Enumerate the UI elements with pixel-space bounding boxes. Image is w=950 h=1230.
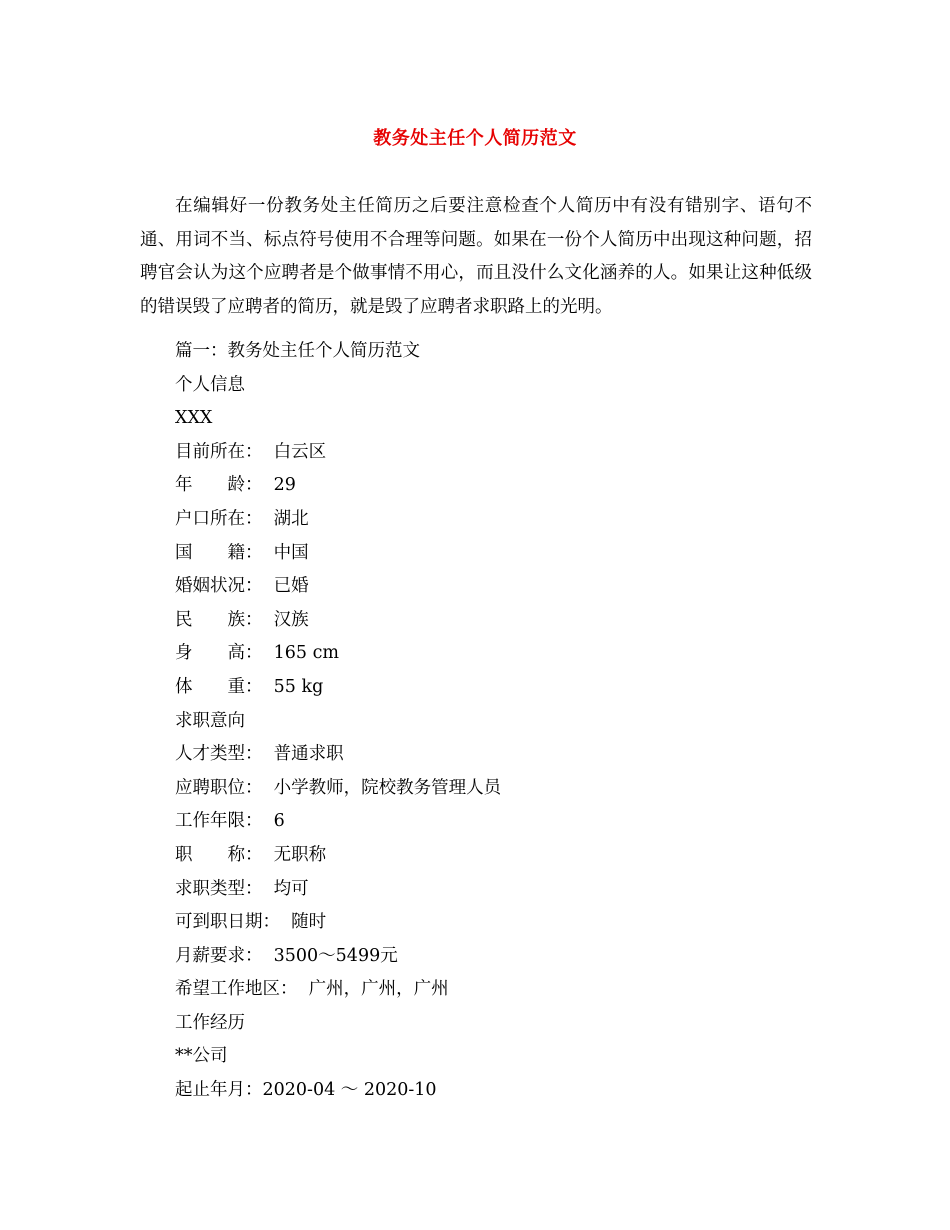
- document-title: 教务处主任个人简历范文: [373, 128, 577, 149]
- applicant-name: XXX: [175, 408, 213, 429]
- field-value: 随时: [291, 912, 327, 933]
- field-label: 月薪要求：: [175, 945, 263, 966]
- field-weight: [175, 671, 815, 705]
- intro-paragraph: 在编辑好一份教务处主任简历之后要注意检查个人简历中有没有错别字、语句不通、用词不当、标点符号使用不合理等问题。如果在一份个人简历中出现这种问题，招聘官会认为这个应聘者是个做事情不用心，而且没什么文化涵养的人。如果让这种低级的错误毁了应聘者的简历，就是毁了应聘者求职路上的光明。: [140, 196, 812, 317]
- field-ethnicity: [175, 604, 815, 638]
- field-value: 55 kg: [273, 676, 324, 697]
- field-work-region: [175, 973, 815, 1007]
- field-label: 求职类型：: [175, 878, 263, 899]
- field-label: 人才类型：: [175, 744, 263, 765]
- field-job-title: [175, 839, 815, 873]
- field-label: 国 籍：: [175, 542, 263, 563]
- field-position: [175, 772, 815, 806]
- personal-info-heading: 个人信息: [175, 374, 245, 395]
- field-value: 3500～5499元: [273, 945, 398, 966]
- field-label: 希望工作地区：: [175, 979, 298, 1000]
- field-hukou: [175, 503, 815, 537]
- field-value: 普通求职: [273, 744, 344, 765]
- field-value: 6: [273, 811, 285, 832]
- field-label: 职 称：: [175, 844, 263, 865]
- field-value: 中国: [273, 542, 309, 563]
- field-value: 广州，广州，广州: [308, 979, 449, 1000]
- field-label: 民 族：: [175, 609, 263, 630]
- field-years-experience: [175, 805, 815, 839]
- field-value: 2020-04 ～ 2020-10: [262, 1080, 437, 1101]
- field-label: 年 龄：: [175, 475, 263, 496]
- field-value: 湖北: [273, 508, 309, 529]
- field-value: 已婚: [273, 576, 309, 597]
- field-height: [175, 637, 815, 671]
- field-start-date: [175, 906, 815, 940]
- field-nationality: [175, 537, 815, 571]
- field-job-type: [175, 873, 815, 907]
- field-label: 可到职日期：: [175, 912, 280, 933]
- resume-body: [175, 335, 815, 1108]
- field-label: 婚姻状况：: [175, 576, 263, 597]
- field-label: 目前所在：: [175, 441, 263, 462]
- company-name: **公司: [175, 1046, 228, 1067]
- field-value: 165 cm: [273, 643, 340, 664]
- field-label: 身 高：: [175, 643, 263, 664]
- field-current-location: [175, 436, 815, 470]
- field-period: [175, 1074, 815, 1108]
- chapter-heading: 篇一：教务处主任个人简历范文: [175, 341, 420, 361]
- field-talent-type: [175, 738, 815, 772]
- work-experience-heading: 工作经历: [175, 1012, 245, 1033]
- field-value: 汉族: [273, 609, 309, 630]
- field-value: 小学教师，院校教务管理人员: [273, 777, 502, 798]
- field-value: 无职称: [273, 844, 327, 865]
- field-value: 白云区: [273, 441, 327, 462]
- field-value: 均可: [273, 878, 309, 899]
- field-age: [175, 469, 815, 503]
- field-label: 起止年月：: [175, 1080, 263, 1101]
- field-label: 工作年限：: [175, 811, 263, 832]
- field-label: 体 重：: [175, 676, 263, 697]
- field-label: 应聘职位：: [175, 777, 263, 798]
- job-intention-heading: 求职意向: [175, 710, 245, 731]
- field-salary: [175, 940, 815, 974]
- field-value: 29: [273, 475, 296, 496]
- field-label: 户口所在：: [175, 508, 263, 529]
- field-marital-status: [175, 570, 815, 604]
